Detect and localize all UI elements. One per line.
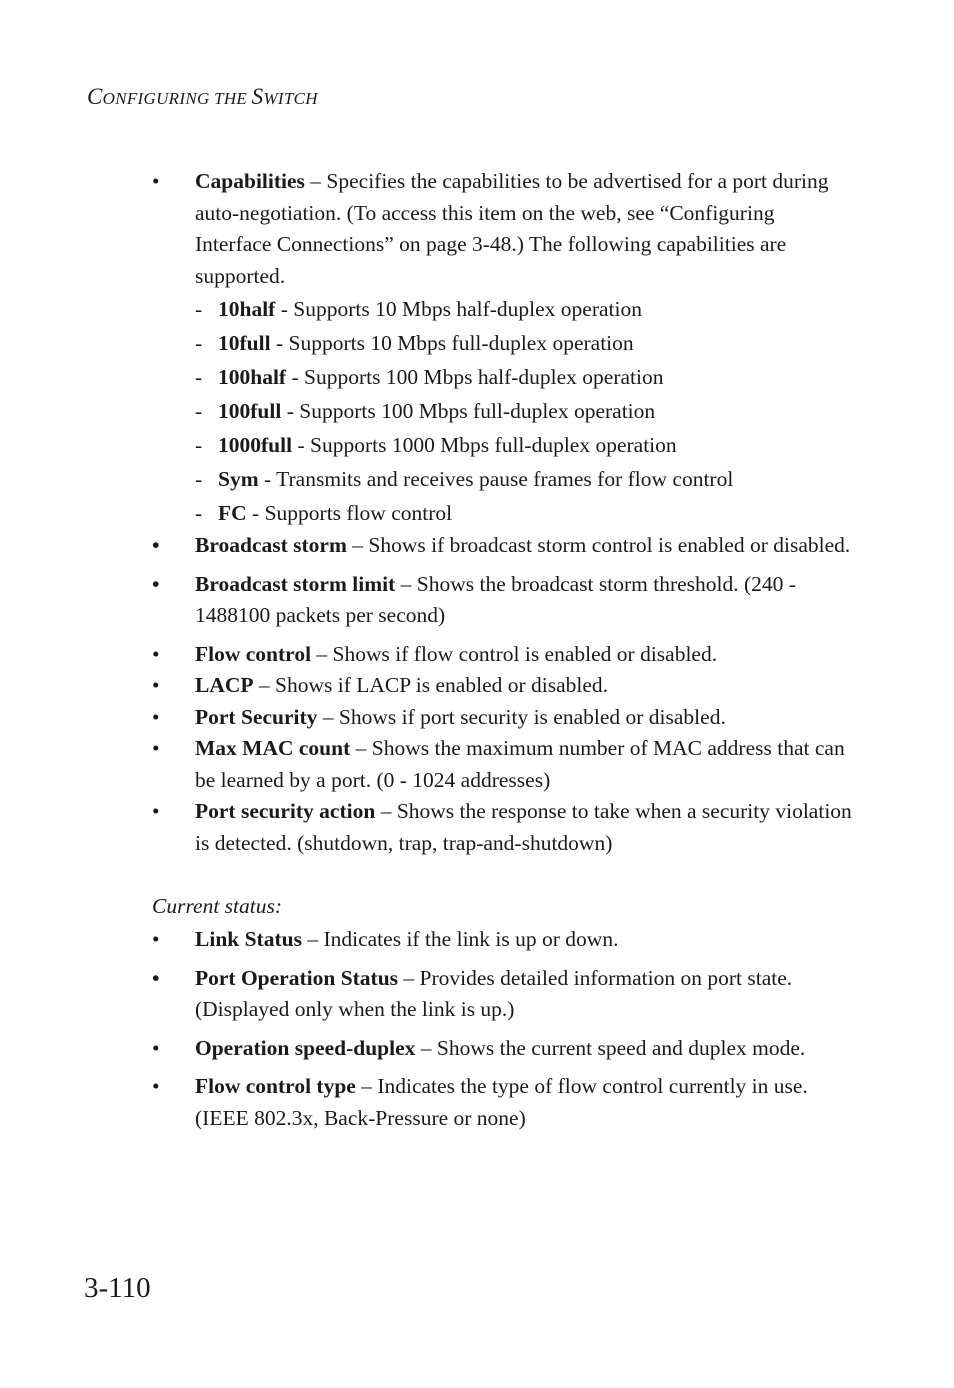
item-description: – Indicates if the link is up or down.	[301, 927, 619, 951]
running-header: CONFIGURING THE SWITCH	[87, 84, 318, 109]
sub-item: - Sym - Transmits and receives pause frames for flow control	[195, 467, 734, 491]
bullet: •	[152, 965, 160, 990]
item-term: LACP	[195, 673, 254, 697]
sub-item: - FC - Supports flow control	[195, 501, 453, 525]
item-description: – Shows the response to take when a security violation is detected. (shutdown, trap, trap-and-shutdown)	[195, 799, 852, 855]
bullet: •	[152, 169, 160, 193]
capabilities-sublist	[152, 292, 852, 530]
list-item	[152, 733, 852, 796]
item-term: Port Security	[195, 704, 318, 729]
item-term: Port Operation Status	[195, 965, 399, 990]
item-term: Broadcast storm limit	[195, 571, 396, 596]
item-term: Broadcast storm	[195, 533, 347, 557]
bullet: •	[152, 927, 160, 951]
bullet: •	[152, 641, 160, 666]
bullet: •	[152, 736, 160, 760]
sub-item: - 10half - Supports 10 Mbps half-duplex operation	[195, 297, 642, 321]
item-description: – Shows the current speed and duplex mode.	[415, 1035, 806, 1060]
bullet: •	[152, 1035, 160, 1060]
item-description: – Specifies the capabilities to be advertised for a port during auto-negotiation. (To access this item on the web, see “Configuring Interface Connections” on page 3-48.) The following capabilities are supported.	[195, 169, 829, 288]
list-item-capabilities	[152, 166, 852, 292]
item-term: Capabilities	[195, 169, 305, 193]
item-description: – Shows the maximum number of MAC address that can be learned by a port. (0 - 1024 addresses)	[195, 736, 845, 792]
list-item	[152, 530, 852, 562]
item-term: Port security action	[195, 799, 376, 823]
item-description: – Shows the broadcast storm threshold. (240 - 1488100 packets per second)	[195, 571, 796, 627]
item-term: Max MAC count	[195, 736, 351, 760]
item-description: – Indicates the type of flow control currently in use. (IEEE 802.3x, Back-Pressure or none)	[195, 1074, 808, 1130]
item-term: Flow control	[195, 641, 312, 666]
item-term: Operation speed-duplex	[195, 1035, 416, 1060]
bullet: •	[152, 571, 160, 596]
list-item	[152, 702, 852, 734]
sub-item: - 100full - Supports 100 Mbps full-duplex operation	[195, 399, 656, 423]
bullet: •	[152, 673, 160, 697]
status-list-item	[152, 1033, 852, 1065]
status-list-item	[152, 1071, 852, 1134]
status-list-item	[152, 924, 852, 956]
bullet: •	[152, 1074, 160, 1098]
document-body	[152, 166, 852, 1134]
list-item	[152, 796, 852, 859]
section-label: Current status:	[152, 894, 283, 918]
status-list-item	[152, 963, 852, 1026]
page-number: 3-110	[84, 1272, 151, 1304]
sub-item: - 10full - Supports 10 Mbps full-duplex operation	[195, 331, 634, 355]
item-description: – Shows if flow control is enabled or disabled.	[311, 641, 718, 666]
item-description: – Shows if LACP is enabled or disabled.	[253, 673, 609, 697]
sub-item: - 1000full - Supports 1000 Mbps full-duplex operation	[195, 433, 677, 457]
bullet: •	[152, 799, 160, 823]
item-description: – Shows if port security is enabled or disabled.	[317, 704, 726, 729]
list-item	[152, 569, 852, 632]
item-description: – Shows if broadcast storm control is enabled or disabled.	[346, 533, 851, 557]
item-description: – Provides detailed information on port state. (Displayed only when the link is up.)	[195, 965, 793, 1021]
sub-item: - 100half - Supports 100 Mbps half-duplex operation	[195, 365, 664, 389]
bullet: •	[152, 704, 160, 729]
bullet: •	[152, 533, 160, 557]
list-item	[152, 670, 852, 702]
item-term: Flow control type	[195, 1074, 356, 1098]
list-item	[152, 639, 852, 671]
item-term: Link Status	[195, 927, 302, 951]
